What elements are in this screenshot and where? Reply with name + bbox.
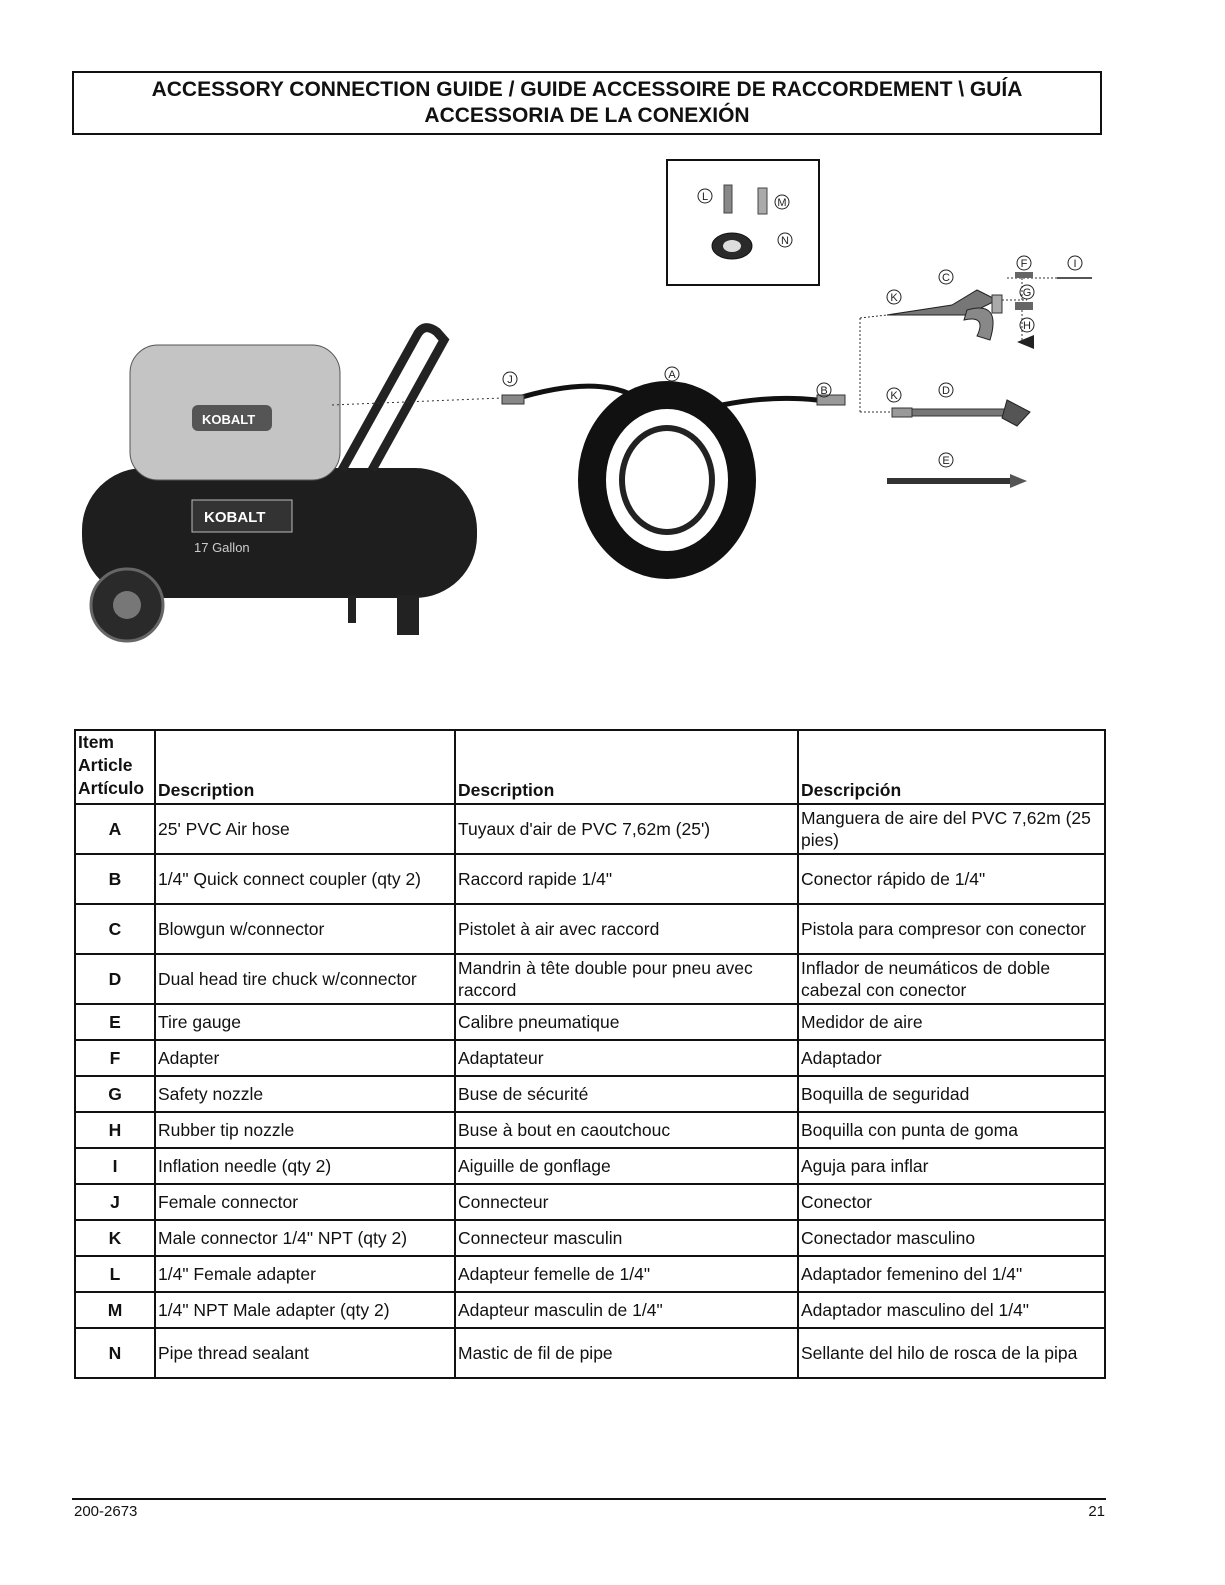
footer-rule bbox=[72, 1498, 1106, 1500]
item-cell: I bbox=[75, 1148, 155, 1184]
hood-brand-text: KOBALT bbox=[202, 412, 256, 427]
french-description-cell: Connecteur bbox=[455, 1184, 798, 1220]
french-description-cell: Adaptateur bbox=[455, 1040, 798, 1076]
item-cell: G bbox=[75, 1076, 155, 1112]
english-description-cell: 1/4" NPT Male adapter (qty 2) bbox=[155, 1292, 455, 1328]
guide-title-line-1: ACCESSORY CONNECTION GUIDE / GUIDE ACCESSOIRE DE RACCORDEMENT \ GUÍA bbox=[151, 78, 1023, 101]
svg-text:M: M bbox=[777, 197, 787, 209]
guide-title-line-2: ACCESSORIA DE LA CONEXIÓN bbox=[424, 104, 750, 127]
french-description-cell: Mastic de fil de pipe bbox=[455, 1328, 798, 1378]
french-description-cell: Tuyaux d'air de PVC 7,62m (25') bbox=[455, 804, 798, 854]
spanish-description-cell: Aguja para inflar bbox=[798, 1148, 1105, 1184]
item-cell: C bbox=[75, 904, 155, 954]
english-description-cell: Adapter bbox=[155, 1040, 455, 1076]
blowgun-illustration bbox=[887, 290, 1002, 340]
tire-chuck-illustration bbox=[892, 400, 1030, 426]
spanish-description-cell: Adaptador masculino del 1/4" bbox=[798, 1292, 1105, 1328]
air-hose-illustration bbox=[502, 386, 845, 565]
spanish-description-cell: Manguera de aire del PVC 7,62m (25 pies) bbox=[798, 804, 1105, 854]
english-description-cell: Pipe thread sealant bbox=[155, 1328, 455, 1378]
callout-H-label bbox=[1020, 318, 1034, 332]
english-description-cell: Female connector bbox=[155, 1184, 455, 1220]
svg-text:F: F bbox=[1020, 258, 1028, 270]
english-description-cell: Blowgun w/connector bbox=[155, 904, 455, 954]
item-cell: L bbox=[75, 1256, 155, 1292]
item-header-fr: Article bbox=[78, 755, 133, 775]
item-cell: K bbox=[75, 1220, 155, 1256]
table-header-row bbox=[75, 730, 1105, 804]
callout-B-label bbox=[817, 383, 831, 397]
table-row bbox=[75, 1112, 1105, 1148]
spanish-description-cell: Pistola para compresor con conector bbox=[798, 904, 1105, 954]
tank-capacity-text: 17 Gallon bbox=[194, 540, 250, 555]
callout-I-label bbox=[1068, 256, 1082, 270]
english-description-cell: Dual head tire chuck w/connector bbox=[155, 954, 455, 1004]
table-row bbox=[75, 1256, 1105, 1292]
item-cell: F bbox=[75, 1040, 155, 1076]
svg-text:J: J bbox=[507, 374, 513, 386]
table-row bbox=[75, 1328, 1105, 1378]
spanish-description-cell: Boquilla con punta de goma bbox=[798, 1112, 1105, 1148]
item-header-en: Item bbox=[78, 732, 114, 752]
table-row bbox=[75, 1076, 1105, 1112]
french-description-cell: Connecteur masculin bbox=[455, 1220, 798, 1256]
item-cell: E bbox=[75, 1004, 155, 1040]
rubber-tip-nozzle-part bbox=[1017, 335, 1034, 349]
svg-text:L: L bbox=[701, 191, 709, 203]
safety-nozzle-part bbox=[1015, 302, 1033, 310]
tank-brand-text: KOBALT bbox=[204, 509, 266, 526]
french-description-cell: Adapteur masculin de 1/4" bbox=[455, 1292, 798, 1328]
spanish-description-cell: Adaptador femenino del 1/4" bbox=[798, 1256, 1105, 1292]
callout-D-label bbox=[939, 383, 953, 397]
item-header-es: Artículo bbox=[78, 778, 145, 798]
callout-A-label bbox=[665, 367, 679, 381]
guide-title bbox=[72, 71, 1102, 135]
svg-text:H: H bbox=[1023, 320, 1031, 332]
french-description-cell: Aiguille de gonflage bbox=[455, 1148, 798, 1184]
table-row bbox=[75, 804, 1105, 854]
callout-J-label bbox=[503, 372, 517, 386]
french-description-cell: Pistolet à air avec raccord bbox=[455, 904, 798, 954]
english-description-cell: 25' PVC Air hose bbox=[155, 804, 455, 854]
table-row bbox=[75, 1184, 1105, 1220]
english-description-cell: 1/4" Female adapter bbox=[155, 1256, 455, 1292]
item-cell: N bbox=[75, 1328, 155, 1378]
callout-K-lower-label bbox=[887, 388, 901, 402]
spanish-description-cell: Boquilla de seguridad bbox=[798, 1076, 1105, 1112]
item-cell: A bbox=[75, 804, 155, 854]
svg-text:C: C bbox=[942, 272, 950, 284]
document-number: 200-2673 bbox=[74, 1503, 138, 1520]
table-row bbox=[75, 854, 1105, 904]
item-cell: D bbox=[75, 954, 155, 1004]
item-cell: J bbox=[75, 1184, 155, 1220]
spanish-description-cell: Sellante del hilo de rosca de la pipa bbox=[798, 1328, 1105, 1378]
tire-gauge-illustration bbox=[887, 474, 1027, 488]
svg-text:K: K bbox=[890, 292, 898, 304]
callout-E-label bbox=[939, 453, 953, 467]
parts-inset-box bbox=[667, 160, 819, 285]
english-description-cell: Safety nozzle bbox=[155, 1076, 455, 1112]
svg-text:I: I bbox=[1073, 258, 1077, 270]
svg-text:G: G bbox=[1022, 287, 1032, 299]
french-description-cell: Adapteur femelle de 1/4" bbox=[455, 1256, 798, 1292]
svg-text:N: N bbox=[781, 235, 789, 247]
table-row bbox=[75, 954, 1105, 1004]
french-description-header: Description bbox=[455, 730, 798, 804]
spanish-description-cell: Medidor de aire bbox=[798, 1004, 1105, 1040]
spanish-description-cell: Adaptador bbox=[798, 1040, 1105, 1076]
item-cell: M bbox=[75, 1292, 155, 1328]
english-description-cell: Tire gauge bbox=[155, 1004, 455, 1040]
table-row bbox=[75, 1292, 1105, 1328]
french-description-cell: Calibre pneumatique bbox=[455, 1004, 798, 1040]
table-row bbox=[75, 904, 1105, 954]
callout-K-upper-label bbox=[887, 290, 901, 304]
table-row bbox=[75, 1004, 1105, 1040]
callout-G-label bbox=[1020, 285, 1034, 299]
item-column-header bbox=[75, 730, 155, 804]
table-row bbox=[75, 1220, 1105, 1256]
english-description-cell: Rubber tip nozzle bbox=[155, 1112, 455, 1148]
adapter-part bbox=[1015, 272, 1033, 278]
table-row bbox=[75, 1148, 1105, 1184]
spanish-description-cell: Conector bbox=[798, 1184, 1105, 1220]
table-row bbox=[75, 1040, 1105, 1076]
svg-text:D: D bbox=[942, 385, 950, 397]
accessory-diagram bbox=[72, 150, 1112, 710]
parts-table bbox=[74, 729, 1106, 1379]
compressor-illustration bbox=[82, 328, 477, 641]
spanish-description-header: Descripción bbox=[798, 730, 1105, 804]
callout-C-label bbox=[939, 270, 953, 284]
english-description-cell: Male connector 1/4" NPT (qty 2) bbox=[155, 1220, 455, 1256]
spanish-description-cell: Conector rápido de 1/4" bbox=[798, 854, 1105, 904]
french-description-cell: Raccord rapide 1/4" bbox=[455, 854, 798, 904]
item-cell: B bbox=[75, 854, 155, 904]
svg-text:B: B bbox=[820, 385, 828, 397]
male-adapter-part bbox=[758, 188, 767, 214]
female-adapter-part bbox=[724, 185, 732, 213]
svg-text:A: A bbox=[668, 369, 676, 381]
page-number: 21 bbox=[1088, 1503, 1105, 1520]
french-description-cell: Mandrin à tête double pour pneu avec raccord bbox=[455, 954, 798, 1004]
french-description-cell: Buse à bout en caoutchouc bbox=[455, 1112, 798, 1148]
french-description-cell: Buse de sécurité bbox=[455, 1076, 798, 1112]
english-description-cell: 1/4" Quick connect coupler (qty 2) bbox=[155, 854, 455, 904]
english-description-header: Description bbox=[155, 730, 455, 804]
svg-text:K: K bbox=[890, 390, 898, 402]
spanish-description-cell: Conectador masculino bbox=[798, 1220, 1105, 1256]
english-description-cell: Inflation needle (qty 2) bbox=[155, 1148, 455, 1184]
svg-text:E: E bbox=[942, 455, 950, 467]
spanish-description-cell: Inflador de neumáticos de doble cabezal con conector bbox=[798, 954, 1105, 1004]
callout-F-label bbox=[1017, 256, 1031, 270]
item-cell: H bbox=[75, 1112, 155, 1148]
